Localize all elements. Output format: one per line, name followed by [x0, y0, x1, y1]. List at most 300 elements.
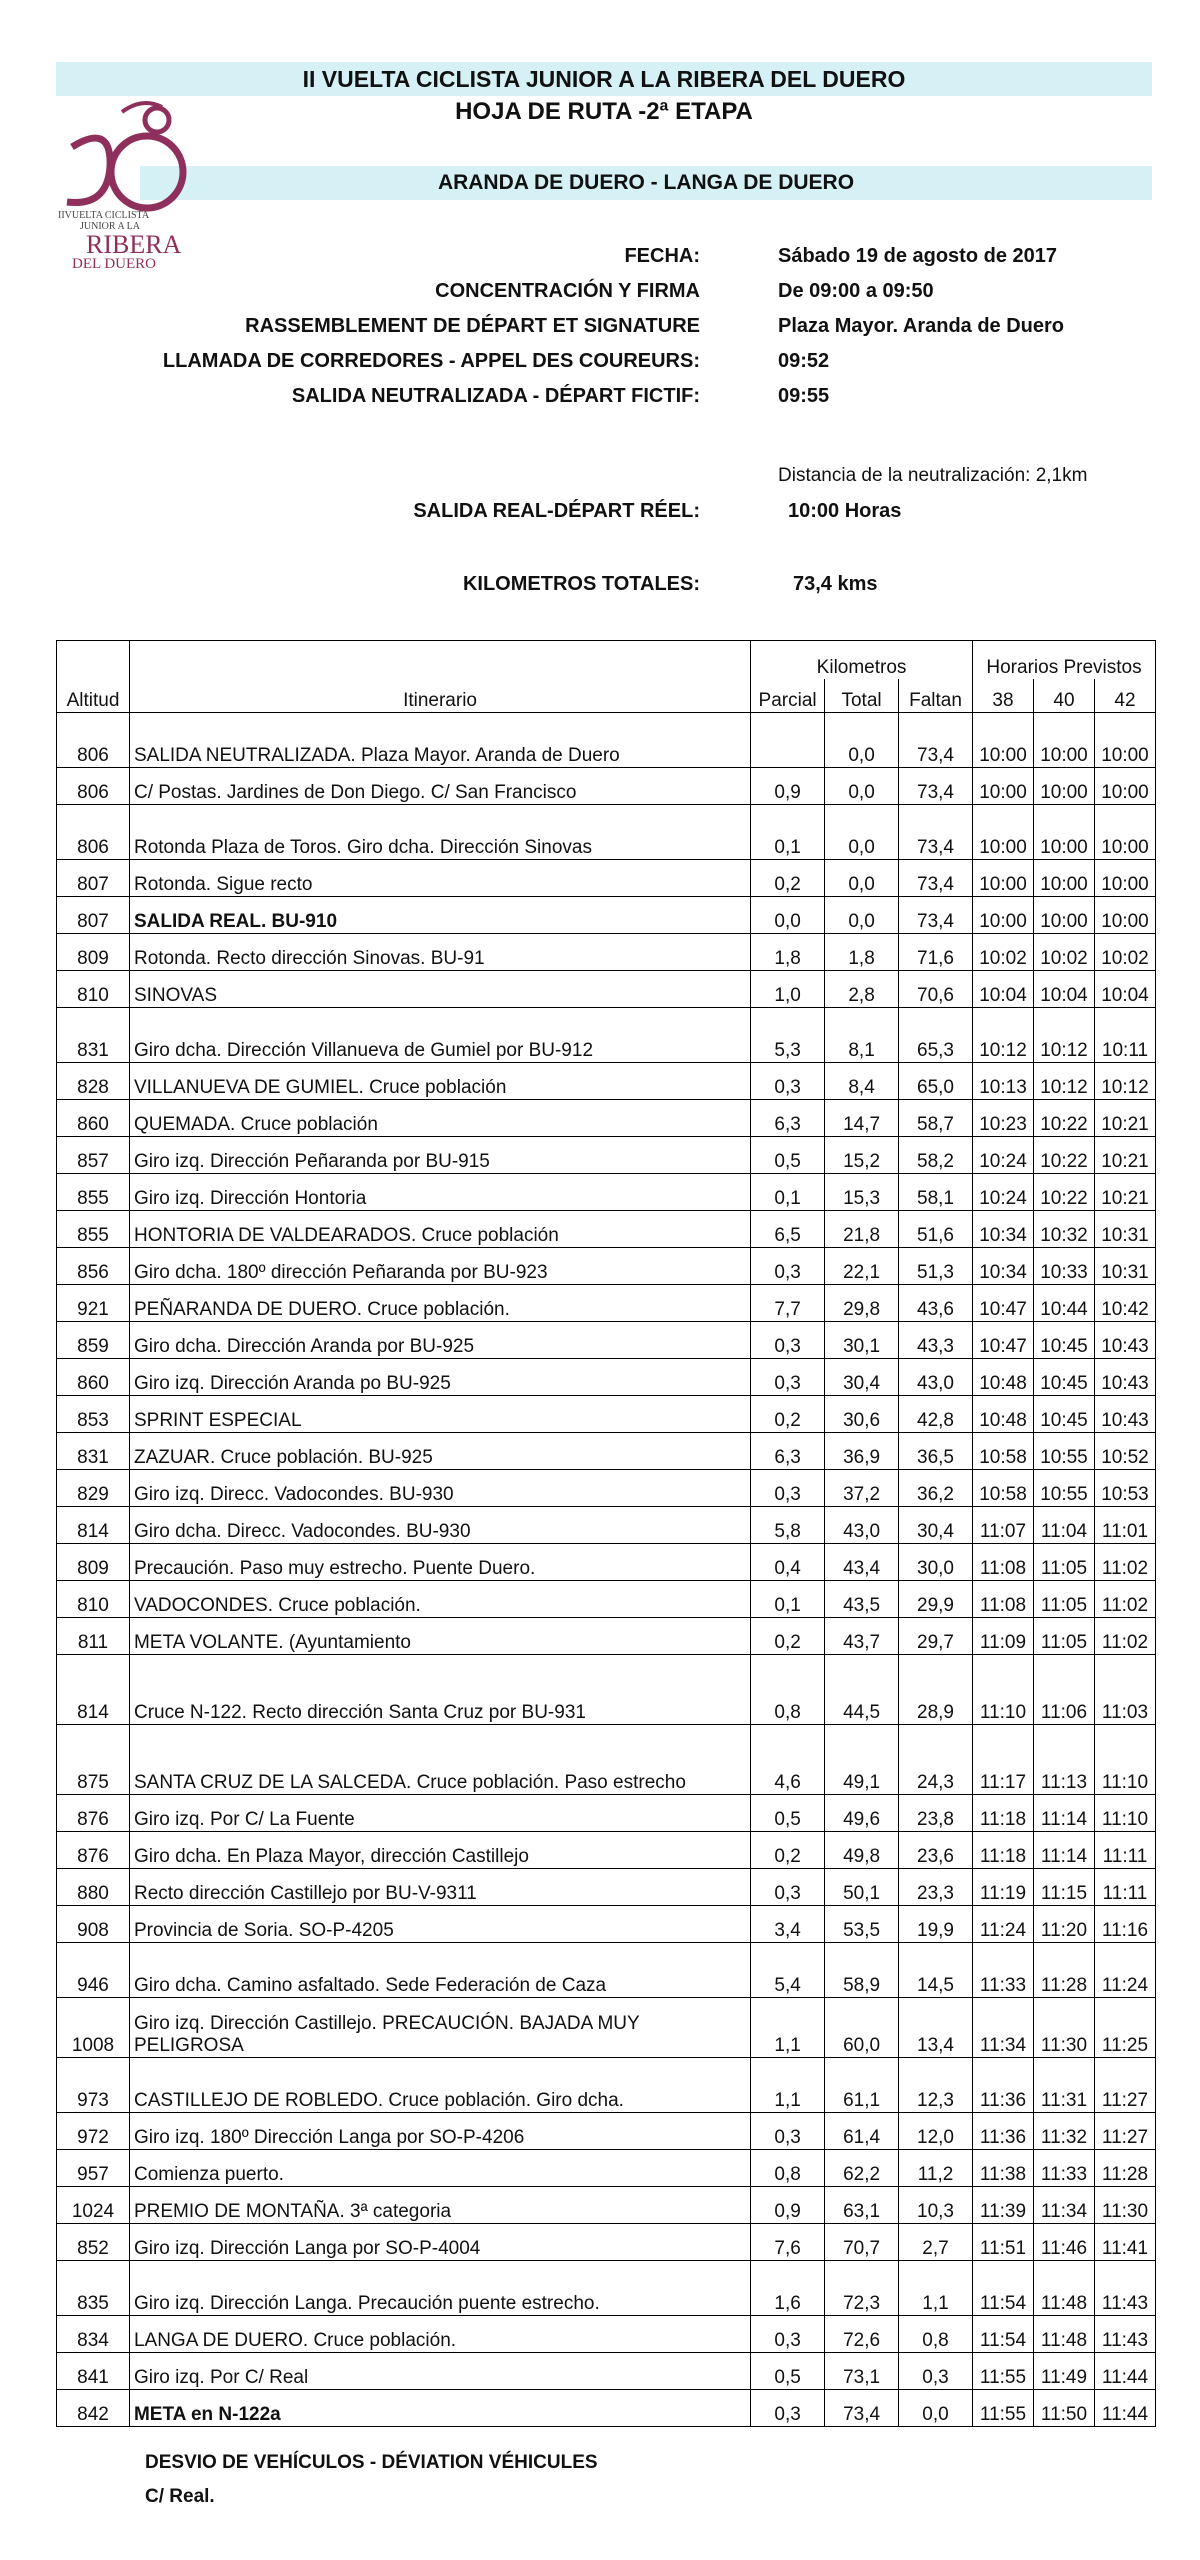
- cell-faltan: 73,4: [899, 713, 973, 768]
- cell-altitud: 853: [57, 1396, 130, 1433]
- cell-38: 10:58: [973, 1433, 1034, 1470]
- cell-38: 11:24: [973, 1906, 1034, 1943]
- cell-parcial: 0,3: [751, 1063, 825, 1100]
- real-start-label: SALIDA REAL-DÉPART RÉEL:: [413, 500, 700, 522]
- cell-38: 10:00: [973, 768, 1034, 805]
- cell-40: 11:31: [1033, 2058, 1094, 2113]
- cell-altitud: 876: [57, 1795, 130, 1832]
- cell-faltan: 29,7: [899, 1618, 973, 1655]
- cell-parcial: 0,2: [751, 1832, 825, 1869]
- cell-42: 11:11: [1094, 1832, 1155, 1869]
- cell-altitud: 806: [57, 768, 130, 805]
- header-altitud-top: [57, 641, 130, 679]
- cell-38: 11:51: [973, 2224, 1034, 2261]
- cell-total: 49,6: [825, 1795, 899, 1832]
- cell-parcial: 0,2: [751, 1396, 825, 1433]
- info-label-fecha: FECHA:: [624, 245, 700, 267]
- cell-faltan: 42,8: [899, 1396, 973, 1433]
- header-itinerario: Itinerario: [129, 679, 750, 713]
- table-row: [57, 1507, 1156, 1544]
- cell-40: 11:48: [1033, 2316, 1094, 2353]
- cell-itinerario: VADOCONDES. Cruce población.: [129, 1581, 750, 1618]
- cell-40: 11:34: [1033, 2187, 1094, 2224]
- cell-faltan: 12,3: [899, 2058, 973, 2113]
- cell-42: 10:42: [1094, 1285, 1155, 1322]
- cell-faltan: 43,0: [899, 1359, 973, 1396]
- table-row: [57, 1943, 1156, 1998]
- cell-total: 22,1: [825, 1248, 899, 1285]
- cell-altitud: 1024: [57, 2187, 130, 2224]
- table-row: [57, 1100, 1156, 1137]
- cell-parcial: 0,3: [751, 1322, 825, 1359]
- cell-42: 11:11: [1094, 1869, 1155, 1906]
- cell-altitud: 972: [57, 2113, 130, 2150]
- cell-itinerario: C/ Postas. Jardines de Don Diego. C/ San Francisco: [129, 768, 750, 805]
- cell-altitud: 860: [57, 1100, 130, 1137]
- cell-itinerario: Rotonda. Recto dirección Sinovas. BU-91: [129, 934, 750, 971]
- cell-itinerario: Giro izq. Dirección Peñaranda por BU-915: [129, 1137, 750, 1174]
- cell-itinerario: LANGA DE DUERO. Cruce población.: [129, 2316, 750, 2353]
- table-row: [57, 2058, 1156, 2113]
- cell-parcial: 0,0: [751, 897, 825, 934]
- info-value-salida-neutralizada: 09:55: [778, 385, 830, 407]
- cell-40: 11:14: [1033, 1832, 1094, 1869]
- cell-itinerario: Giro dcha. 180º dirección Peñaranda por BU-923: [129, 1248, 750, 1285]
- cell-faltan: 0,3: [899, 2353, 973, 2390]
- info-value-llamada: 09:52: [778, 350, 830, 372]
- cell-total: 0,0: [825, 805, 899, 860]
- cell-altitud: 880: [57, 1869, 130, 1906]
- table-row: [57, 1544, 1156, 1581]
- cell-40: 11:05: [1033, 1581, 1094, 1618]
- table-row: [57, 2113, 1156, 2150]
- cell-42: 11:03: [1094, 1655, 1155, 1725]
- table-row: [57, 1470, 1156, 1507]
- total-km-value: 73,4 kms: [793, 573, 878, 595]
- table-row: [57, 1137, 1156, 1174]
- cell-parcial: 0,3: [751, 2316, 825, 2353]
- cell-total: 30,6: [825, 1396, 899, 1433]
- cell-total: 36,9: [825, 1433, 899, 1470]
- cell-total: 72,3: [825, 2261, 899, 2316]
- cell-faltan: 23,6: [899, 1832, 973, 1869]
- cell-40: 10:45: [1033, 1322, 1094, 1359]
- cell-total: 72,6: [825, 2316, 899, 2353]
- table-row: [57, 1174, 1156, 1211]
- cell-38: 10:34: [973, 1211, 1034, 1248]
- cell-faltan: 12,0: [899, 2113, 973, 2150]
- cell-itinerario: QUEMADA. Cruce población: [129, 1100, 750, 1137]
- table-row: [57, 1433, 1156, 1470]
- header-total: Total: [825, 679, 899, 713]
- cell-42: 10:53: [1094, 1470, 1155, 1507]
- cell-40: 10:45: [1033, 1359, 1094, 1396]
- table-row: [57, 1285, 1156, 1322]
- cell-42: 10:21: [1094, 1174, 1155, 1211]
- cell-itinerario: Recto dirección Castillejo por BU-V-9311: [129, 1869, 750, 1906]
- cell-faltan: 1,1: [899, 2261, 973, 2316]
- cell-faltan: 58,7: [899, 1100, 973, 1137]
- cell-itinerario: Giro izq. Dirección Castillejo. PRECAUCIÓN. BAJADA MUY PELIGROSA: [129, 1998, 750, 2058]
- table-row: [57, 713, 1156, 768]
- table-row: [57, 1869, 1156, 1906]
- cell-total: 49,1: [825, 1725, 899, 1795]
- cell-42: 11:10: [1094, 1795, 1155, 1832]
- logo-line-4: DEL DUERO: [72, 256, 157, 272]
- cell-38: 11:34: [973, 1998, 1034, 2058]
- cell-42: 11:02: [1094, 1544, 1155, 1581]
- cell-38: 11:36: [973, 2113, 1034, 2150]
- cell-42: 11:01: [1094, 1507, 1155, 1544]
- cell-40: 11:15: [1033, 1869, 1094, 1906]
- cell-faltan: 73,4: [899, 897, 973, 934]
- info-label-concentracion: CONCENTRACIÓN Y FIRMA: [435, 280, 700, 302]
- cell-parcial: 0,8: [751, 1655, 825, 1725]
- cell-parcial: 5,4: [751, 1943, 825, 1998]
- cell-parcial: 0,2: [751, 1618, 825, 1655]
- table-row: [57, 1725, 1156, 1795]
- cell-42: 11:43: [1094, 2316, 1155, 2353]
- cell-40: 10:33: [1033, 1248, 1094, 1285]
- cell-faltan: 2,7: [899, 2224, 973, 2261]
- cell-itinerario: Giro izq. Dirección Aranda po BU-925: [129, 1359, 750, 1396]
- cell-altitud: 859: [57, 1322, 130, 1359]
- cell-altitud: 831: [57, 1008, 130, 1063]
- cell-38: 11:54: [973, 2316, 1034, 2353]
- cell-total: 2,8: [825, 971, 899, 1008]
- cell-40: 10:02: [1033, 934, 1094, 971]
- cell-total: 43,5: [825, 1581, 899, 1618]
- cell-total: 8,4: [825, 1063, 899, 1100]
- cell-itinerario: SANTA CRUZ DE LA SALCEDA. Cruce población. Paso estrecho: [129, 1725, 750, 1795]
- cell-total: 70,7: [825, 2224, 899, 2261]
- cell-itinerario: Comienza puerto.: [129, 2150, 750, 2187]
- table-row: [57, 1795, 1156, 1832]
- cell-40: 10:44: [1033, 1285, 1094, 1322]
- cell-42: 11:02: [1094, 1618, 1155, 1655]
- cell-42: 10:00: [1094, 860, 1155, 897]
- cell-faltan: 71,6: [899, 934, 973, 971]
- cell-itinerario: Giro izq. Direcc. Vadocondes. BU-930: [129, 1470, 750, 1507]
- cell-itinerario: SPRINT ESPECIAL: [129, 1396, 750, 1433]
- cell-total: 61,4: [825, 2113, 899, 2150]
- cell-itinerario: Precaución. Paso muy estrecho. Puente Duero.: [129, 1544, 750, 1581]
- cell-altitud: 810: [57, 1581, 130, 1618]
- cell-38: 10:04: [973, 971, 1034, 1008]
- cell-42: 10:00: [1094, 897, 1155, 934]
- cell-altitud: 829: [57, 1470, 130, 1507]
- table-row: [57, 1322, 1156, 1359]
- cell-total: 0,0: [825, 713, 899, 768]
- cell-42: 11:16: [1094, 1906, 1155, 1943]
- cell-38: 10:02: [973, 934, 1034, 971]
- table-row: [57, 1906, 1156, 1943]
- vehicle-deviation-title: DESVIO DE VEHÍCULOS - DÉVIATION VÉHICULES: [145, 2452, 598, 2473]
- cell-42: 10:21: [1094, 1100, 1155, 1137]
- cell-total: 53,5: [825, 1906, 899, 1943]
- cell-total: 37,2: [825, 1470, 899, 1507]
- cell-38: 10:48: [973, 1359, 1034, 1396]
- header-parcial: Parcial: [751, 679, 825, 713]
- logo-line-2: JUNIOR A LA: [80, 221, 141, 232]
- cell-38: 10:24: [973, 1174, 1034, 1211]
- cell-itinerario: META en N-122a: [129, 2390, 750, 2427]
- cell-40: 10:00: [1033, 768, 1094, 805]
- table-row: [57, 2224, 1156, 2261]
- info-label-salida-neutralizada: SALIDA NEUTRALIZADA - DÉPART FICTIF:: [291, 385, 700, 407]
- neutralization-distance-note: Distancia de la neutralización: 2,1km: [778, 465, 1088, 486]
- cell-total: 50,1: [825, 1869, 899, 1906]
- info-label-rassemblement: RASSEMBLEMENT DE DÉPART ET SIGNATURE: [245, 315, 700, 337]
- cell-total: 44,5: [825, 1655, 899, 1725]
- cell-42: 10:31: [1094, 1211, 1155, 1248]
- cell-parcial: 0,1: [751, 805, 825, 860]
- logo-line-3: RIBERA: [86, 230, 182, 259]
- cell-38: 11:39: [973, 2187, 1034, 2224]
- cell-itinerario: CASTILLEJO DE ROBLEDO. Cruce población. Giro dcha.: [129, 2058, 750, 2113]
- cell-altitud: 855: [57, 1174, 130, 1211]
- cell-altitud: 856: [57, 1248, 130, 1285]
- table-row: [57, 1655, 1156, 1725]
- cell-total: 43,7: [825, 1618, 899, 1655]
- cell-altitud: 842: [57, 2390, 130, 2427]
- cell-42: 11:27: [1094, 2058, 1155, 2113]
- cell-parcial: 0,3: [751, 2113, 825, 2150]
- cell-faltan: 0,8: [899, 2316, 973, 2353]
- table-row: [57, 1832, 1156, 1869]
- cell-38: 10:13: [973, 1063, 1034, 1100]
- cell-38: 11:55: [973, 2390, 1034, 2427]
- cell-faltan: 30,4: [899, 1507, 973, 1544]
- cell-faltan: 30,0: [899, 1544, 973, 1581]
- cell-parcial: 0,9: [751, 768, 825, 805]
- cell-itinerario: Rotonda. Sigue recto: [129, 860, 750, 897]
- cell-total: 0,0: [825, 860, 899, 897]
- cell-itinerario: Giro izq. Dirección Langa. Precaución puente estrecho.: [129, 2261, 750, 2316]
- cell-itinerario: SINOVAS: [129, 971, 750, 1008]
- cell-38: 10:00: [973, 860, 1034, 897]
- cell-itinerario: Provincia de Soria. SO-P-4205: [129, 1906, 750, 1943]
- cell-itinerario: VILLANUEVA DE GUMIEL. Cruce población: [129, 1063, 750, 1100]
- cell-parcial: 0,1: [751, 1174, 825, 1211]
- cell-38: 11:17: [973, 1725, 1034, 1795]
- cell-faltan: 10,3: [899, 2187, 973, 2224]
- cell-42: 10:43: [1094, 1396, 1155, 1433]
- cell-total: 43,4: [825, 1544, 899, 1581]
- cell-40: 10:45: [1033, 1396, 1094, 1433]
- cell-38: 10:00: [973, 805, 1034, 860]
- cell-altitud: 957: [57, 2150, 130, 2187]
- cell-38: 10:47: [973, 1322, 1034, 1359]
- cell-parcial: 1,8: [751, 934, 825, 971]
- table-row: [57, 1211, 1156, 1248]
- cell-38: 11:36: [973, 2058, 1034, 2113]
- cell-itinerario: Giro izq. Por C/ Real: [129, 2353, 750, 2390]
- cell-38: 11:18: [973, 1795, 1034, 1832]
- cell-38: 10:34: [973, 1248, 1034, 1285]
- cell-38: 10:58: [973, 1470, 1034, 1507]
- cell-42: 10:11: [1094, 1008, 1155, 1063]
- cell-38: 11:09: [973, 1618, 1034, 1655]
- cell-faltan: 36,2: [899, 1470, 973, 1507]
- cell-altitud: 807: [57, 860, 130, 897]
- cell-altitud: 908: [57, 1906, 130, 1943]
- table-row: [57, 768, 1156, 805]
- cell-42: 10:04: [1094, 971, 1155, 1008]
- cell-faltan: 19,9: [899, 1906, 973, 1943]
- cell-faltan: 43,6: [899, 1285, 973, 1322]
- cell-40: 11:33: [1033, 2150, 1094, 2187]
- table-row: [57, 1998, 1156, 2058]
- cell-42: 10:43: [1094, 1359, 1155, 1396]
- cell-38: 10:23: [973, 1100, 1034, 1137]
- cell-42: 10:43: [1094, 1322, 1155, 1359]
- cell-itinerario: SALIDA REAL. BU-910: [129, 897, 750, 934]
- cell-total: 8,1: [825, 1008, 899, 1063]
- cell-itinerario: SALIDA NEUTRALIZADA. Plaza Mayor. Aranda de Duero: [129, 713, 750, 768]
- cell-42: 10:00: [1094, 713, 1155, 768]
- cell-faltan: 0,0: [899, 2390, 973, 2427]
- table-row: [57, 1396, 1156, 1433]
- logo-line-1: IIVUELTA CICLISTA: [58, 210, 150, 221]
- cell-42: 10:00: [1094, 768, 1155, 805]
- table-row: [57, 2353, 1156, 2390]
- cell-altitud: 834: [57, 2316, 130, 2353]
- cell-altitud: 860: [57, 1359, 130, 1396]
- cell-total: 61,1: [825, 2058, 899, 2113]
- cell-total: 58,9: [825, 1943, 899, 1998]
- cell-itinerario: Giro dcha. Camino asfaltado. Sede Federación de Caza: [129, 1943, 750, 1998]
- header-40: 40: [1033, 679, 1094, 713]
- table-row: [57, 2261, 1156, 2316]
- cell-faltan: 73,4: [899, 768, 973, 805]
- cell-faltan: 65,3: [899, 1008, 973, 1063]
- table-row: [57, 805, 1156, 860]
- cell-itinerario: Giro izq. Por C/ La Fuente: [129, 1795, 750, 1832]
- cell-itinerario: PREMIO DE MONTAÑA. 3ª categoria: [129, 2187, 750, 2224]
- table-row: [57, 1008, 1156, 1063]
- table-row: [57, 934, 1156, 971]
- cell-38: 10:24: [973, 1137, 1034, 1174]
- cell-42: 11:02: [1094, 1581, 1155, 1618]
- cell-40: 10:55: [1033, 1433, 1094, 1470]
- cell-total: 60,0: [825, 1998, 899, 2058]
- table-row: [57, 1359, 1156, 1396]
- cell-altitud: 852: [57, 2224, 130, 2261]
- cell-itinerario: Giro dcha. En Plaza Mayor, dirección Castillejo: [129, 1832, 750, 1869]
- cell-38: 11:19: [973, 1869, 1034, 1906]
- cell-total: 14,7: [825, 1100, 899, 1137]
- cell-parcial: 0,5: [751, 1137, 825, 1174]
- cell-altitud: 806: [57, 713, 130, 768]
- header-42: 42: [1094, 679, 1155, 713]
- cell-altitud: 831: [57, 1433, 130, 1470]
- info-value-rassemblement: Plaza Mayor. Aranda de Duero: [778, 315, 1065, 337]
- table-row: [57, 1248, 1156, 1285]
- cell-faltan: 43,3: [899, 1322, 973, 1359]
- cell-total: 73,1: [825, 2353, 899, 2390]
- cell-40: 11:04: [1033, 1507, 1094, 1544]
- cell-parcial: 1,1: [751, 2058, 825, 2113]
- cell-42: 11:41: [1094, 2224, 1155, 2261]
- cell-40: 11:28: [1033, 1943, 1094, 1998]
- cell-38: 10:00: [973, 713, 1034, 768]
- cell-altitud: 828: [57, 1063, 130, 1100]
- cell-altitud: 875: [57, 1725, 130, 1795]
- cell-parcial: 4,6: [751, 1725, 825, 1795]
- cell-parcial: 0,2: [751, 860, 825, 897]
- cell-42: 10:12: [1094, 1063, 1155, 1100]
- cell-faltan: 14,5: [899, 1943, 973, 1998]
- cell-itinerario: META VOLANTE. (Ayuntamiento: [129, 1618, 750, 1655]
- cell-altitud: 973: [57, 2058, 130, 2113]
- cell-42: 11:28: [1094, 2150, 1155, 2187]
- cell-42: 11:24: [1094, 1943, 1155, 1998]
- cell-total: 1,8: [825, 934, 899, 971]
- cell-altitud: 1008: [57, 1998, 130, 2058]
- cell-parcial: 1,0: [751, 971, 825, 1008]
- cell-itinerario: Rotonda Plaza de Toros. Giro dcha. Dirección Sinovas: [129, 805, 750, 860]
- cell-40: 11:32: [1033, 2113, 1094, 2150]
- cell-altitud: 809: [57, 1544, 130, 1581]
- cell-40: 10:22: [1033, 1174, 1094, 1211]
- cell-38: 10:48: [973, 1396, 1034, 1433]
- cell-42: 10:21: [1094, 1137, 1155, 1174]
- cell-parcial: 0,3: [751, 1470, 825, 1507]
- cell-38: 10:00: [973, 897, 1034, 934]
- table-row: [57, 1063, 1156, 1100]
- cell-40: 11:48: [1033, 2261, 1094, 2316]
- cell-40: 10:22: [1033, 1137, 1094, 1174]
- cell-40: 10:04: [1033, 971, 1094, 1008]
- cell-parcial: 6,3: [751, 1433, 825, 1470]
- cell-42: 10:02: [1094, 934, 1155, 971]
- cell-altitud: 814: [57, 1655, 130, 1725]
- cell-itinerario: Giro dcha. Dirección Aranda por BU-925: [129, 1322, 750, 1359]
- cell-faltan: 65,0: [899, 1063, 973, 1100]
- cell-altitud: 841: [57, 2353, 130, 2390]
- cell-total: 15,2: [825, 1137, 899, 1174]
- cell-altitud: 814: [57, 1507, 130, 1544]
- cell-42: 11:43: [1094, 2261, 1155, 2316]
- cell-total: 21,8: [825, 1211, 899, 1248]
- header-altitud: Altitud: [57, 679, 130, 713]
- table-row: [57, 2187, 1156, 2224]
- cell-parcial: 0,1: [751, 1581, 825, 1618]
- cell-40: 10:55: [1033, 1470, 1094, 1507]
- cell-38: 11:38: [973, 2150, 1034, 2187]
- cell-faltan: 70,6: [899, 971, 973, 1008]
- cell-total: 30,1: [825, 1322, 899, 1359]
- cell-42: 11:10: [1094, 1725, 1155, 1795]
- cell-parcial: 0,4: [751, 1544, 825, 1581]
- cell-total: 0,0: [825, 768, 899, 805]
- header-38: 38: [973, 679, 1034, 713]
- cell-38: 10:12: [973, 1008, 1034, 1063]
- table-row: [57, 1581, 1156, 1618]
- cell-40: 11:30: [1033, 1998, 1094, 2058]
- cell-42: 10:52: [1094, 1433, 1155, 1470]
- cell-42: 11:25: [1094, 1998, 1155, 2058]
- cell-parcial: 5,3: [751, 1008, 825, 1063]
- stage-subtitle: HOJA DE RUTA -2ª ETAPA: [455, 98, 753, 125]
- cell-altitud: 811: [57, 1618, 130, 1655]
- cell-parcial: 0,5: [751, 2353, 825, 2390]
- cell-40: 11:20: [1033, 1906, 1094, 1943]
- cell-faltan: 11,2: [899, 2150, 973, 2187]
- header-kilometros-group: Kilometros: [751, 641, 973, 679]
- cell-40: 10:00: [1033, 897, 1094, 934]
